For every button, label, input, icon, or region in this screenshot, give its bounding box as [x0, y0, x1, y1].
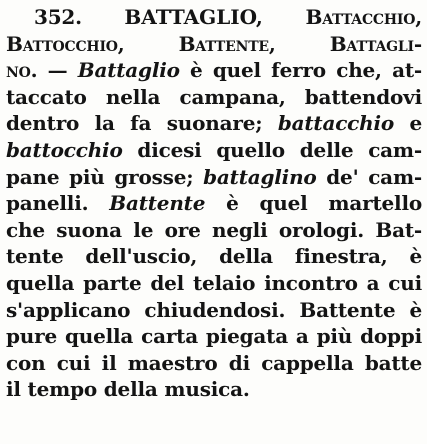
entry-variant-headwords: Battacchio, [305, 5, 422, 29]
entry-term: battaglino [203, 164, 317, 189]
entry-text: s'applicano chiudendosi. Battente è [6, 297, 422, 322]
entry-text: quella parte del telaio incontro a cui [6, 270, 422, 295]
entry-headword: BATTAGLIO, [124, 5, 306, 29]
entry-line [6, 243, 422, 270]
entry-line [6, 350, 422, 377]
entry-line [6, 31, 422, 58]
entry-text: pure quella carta piegata a più doppi [6, 324, 422, 349]
entry-text: taccato nella campana, battendovi [6, 84, 422, 109]
entry-term: Battente [109, 191, 206, 216]
entry-line [6, 297, 422, 324]
dictionary-entry-352 [6, 4, 422, 403]
entry-line [6, 84, 422, 111]
entry-text: è quel martello [205, 191, 422, 216]
entry-text: dicesi quello delle cam- [122, 137, 422, 162]
entry-line [6, 376, 422, 403]
entry-text: tente dell'uscio, della finestra, è [6, 244, 422, 269]
entry-line [6, 190, 422, 217]
entry-text: e [394, 111, 422, 136]
entry-term: Battaglio [77, 58, 180, 83]
entry-text: il tempo della musica. [6, 377, 250, 402]
entry-line [6, 110, 422, 137]
entry-line [6, 57, 422, 84]
entry-text: pane più grosse; [6, 164, 204, 189]
entry-line [6, 137, 422, 164]
entry-line [6, 270, 422, 297]
entry-text: de' cam- [316, 164, 422, 189]
entry-text: con cui il maestro di cappella batte [6, 350, 422, 375]
entry-text: che suona le ore negli orologi. Bat- [6, 217, 422, 242]
entry-term: battacchio [277, 111, 395, 136]
entry-text: panelli. [6, 191, 110, 216]
entry-variant-headwords: no. — [6, 58, 78, 83]
entry-text: dentro la fa suonare; [6, 111, 278, 136]
entry-line [6, 4, 422, 31]
entry-text: è quel ferro che, at- [179, 58, 422, 83]
entry-line [6, 164, 422, 191]
entry-number: 352. [34, 5, 125, 29]
entry-term: battocchio [6, 137, 123, 162]
entry-variant-headwords: Battocchio, Battente, Battagli- [6, 31, 422, 56]
entry-line [6, 217, 422, 244]
entry-line [6, 323, 422, 350]
